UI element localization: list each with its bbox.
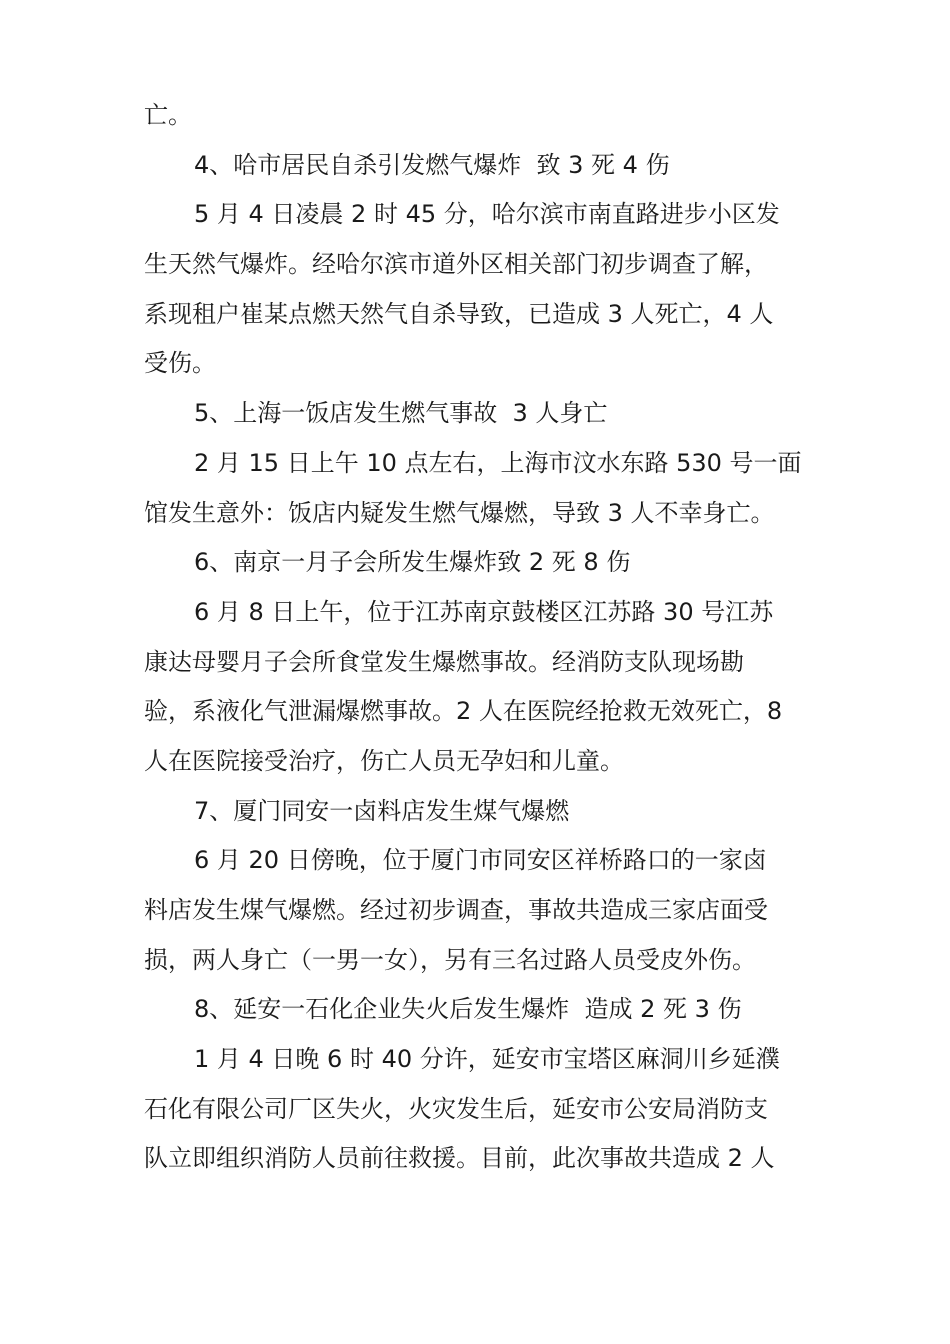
text-line: 人在医院接受治疗，伤亡人员无孕妇和儿童。 [144, 746, 624, 775]
text-line: 损，两人身亡（一男一女），另有三名过路人员受皮外伤。 [144, 945, 756, 974]
paragraph-first-line: 1 月 4 日晚 6 时 40 分许，延安市宝塔区麻洞川乡延濮 [194, 1045, 780, 1074]
paragraph-first-line: 6 月 20 日傍晚，位于厦门市同安区祥桥路口的一家卤 [194, 846, 767, 875]
paragraph-first-line: 6 月 8 日上午，位于江苏南京鼓楼区江苏路 30 号江苏 [194, 597, 774, 626]
section-heading: 7、厦门同安一卤料店发生煤气爆燃 [194, 796, 570, 825]
document-body [144, 91, 814, 1184]
section-heading: 4、哈市居民自杀引发燃气爆炸 致 3 死 4 伤 [194, 150, 670, 179]
text-line: 料店发生煤气爆燃。经过初步调查，事故共造成三家店面受 [144, 896, 768, 924]
text-line: 受伤。 [144, 349, 216, 378]
text-line: 亡。 [144, 101, 192, 129]
text-line: 馆发生意外：饭店内疑发生燃气爆燃，导致 3 人不幸身亡。 [144, 498, 775, 527]
text-line: 验，系液化气泄漏爆燃事故。2 人在医院经抢救无效死亡，8 [144, 697, 783, 726]
text-line: 生天然气爆炸。经哈尔滨市道外区相关部门初步调查了解， [144, 250, 768, 279]
paragraph-first-line: 5 月 4 日凌晨 2 时 45 分，哈尔滨市南直路进步小区发 [194, 200, 780, 229]
text-line: 石化有限公司厂区失火，火灾发生后，延安市公安局消防支 [144, 1094, 768, 1123]
text-line: 康达母婴月子会所食堂发生爆燃事故。经消防支队现场勘 [144, 647, 744, 676]
text-line: 系现租户崔某点燃天然气自杀导致，已造成 3 人死亡，4 人 [144, 299, 774, 328]
section-heading: 8、延安一石化企业失火后发生爆炸 造成 2 死 3 伤 [194, 995, 742, 1024]
section-heading: 6、南京一月子会所发生爆炸致 2 死 8 伤 [194, 548, 631, 577]
section-heading: 5、上海一饭店发生燃气事故 3 人身亡 [194, 399, 608, 428]
text-line: 队立即组织消防人员前往救援。目前，此次事故共造成 2 人 [144, 1144, 775, 1173]
paragraph-first-line: 2 月 15 日上午 10 点左右，上海市汶水东路 530 号一面 [194, 448, 802, 477]
